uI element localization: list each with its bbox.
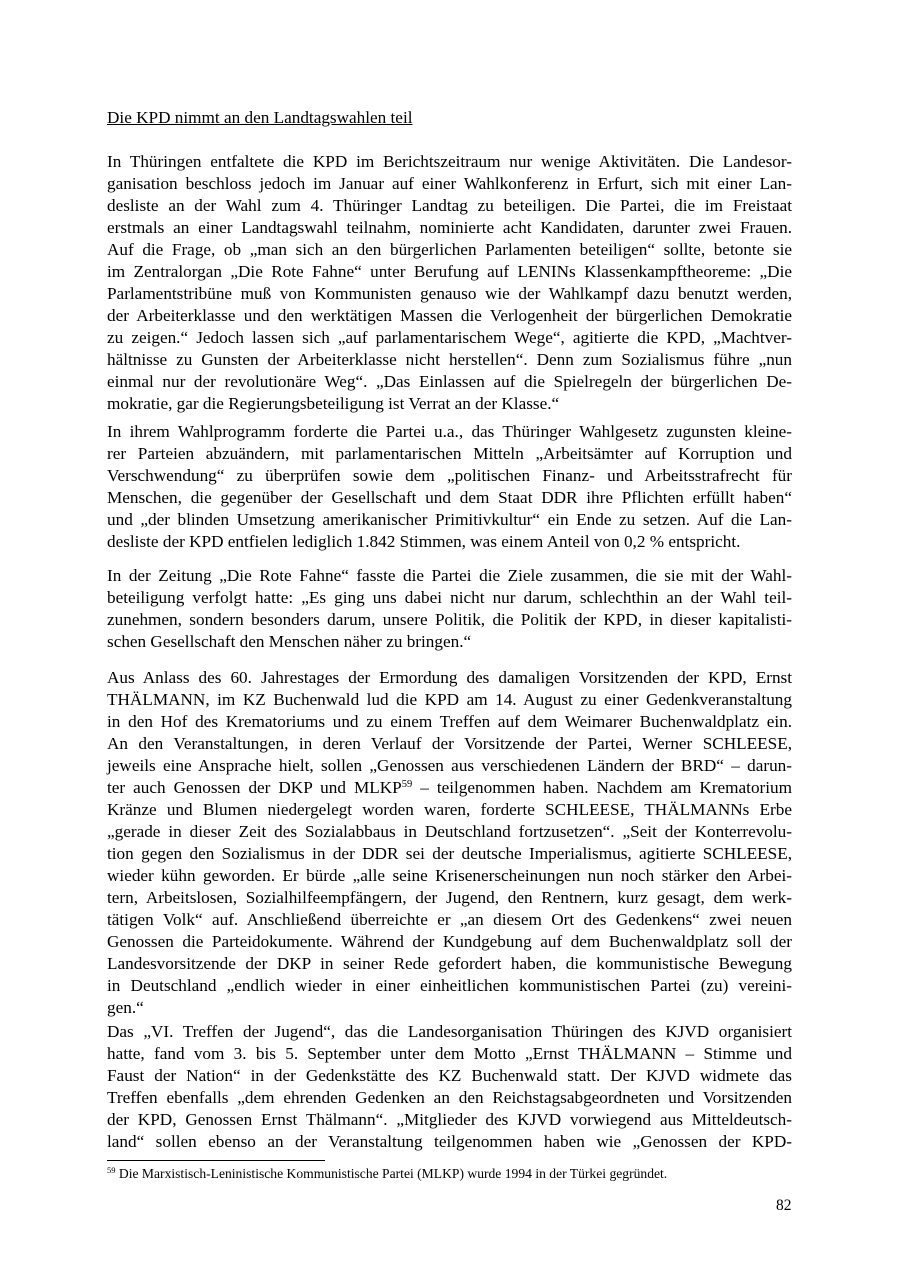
text-line: desliste an der Wahl zum 4. Thüringer Landtag zu beteiligen. Die Partei, die im Freistaat [107, 196, 792, 215]
text-line: in Deutschland „endlich wieder in einer einheitlichen kommunistischen Partei (zu) vereini- [107, 976, 792, 995]
text-segment: ter auch Genossen der DKP und MLKP [107, 778, 402, 797]
text-segment: – teilgenommen haben. Nachdem am Krematorium [412, 778, 792, 797]
footnote-reference: 59 [401, 779, 413, 790]
text-line: land“ sollen ebenso an der Veranstaltung teilgenommen haben wie „Genossen der KPD- [107, 1132, 792, 1151]
text-line: mokratie, gar die Regierungsbeteiligung ist Verrat an der Klasse.“ [107, 394, 560, 413]
footnote [107, 1165, 667, 1183]
text-line: In ihrem Wahlprogramm forderte die Partei u.a., das Thüringer Wahlgesetz zugunsten kleine- [107, 422, 792, 441]
text-line: erstmals an einer Landtagswahl teilnahm, nominierte acht Kandidaten, darunter zwei Frauen. [107, 218, 792, 237]
footnote-text: Die Marxistisch-Leninistische Kommunistische Partei (MLKP) wurde 1994 in der Türkei gegründet. [115, 1166, 668, 1181]
text-line-with-footnote [107, 777, 792, 799]
text-line: Auf die Frage, ob „man sich an den bürgerlichen Parlamenten beteiligen“ sollte, betonte sie [107, 240, 792, 259]
text-line: im Zentralorgan „Die Rote Fahne“ unter Berufung auf LENINs Klassenkampftheoreme: „Die [107, 262, 792, 281]
text-line: Menschen, die gegenüber der Gesellschaft und dem Staat DDR ihre Pflichten erfüllt haben“ [107, 488, 792, 507]
text-line: tern, Arbeitslosen, Sozialhilfeempfängern, der Jugend, den Rentnern, kurz gesagt, dem werk- [107, 888, 792, 907]
page-number: 82 [776, 1197, 792, 1214]
paragraph-2 [107, 421, 792, 553]
text-line: jeweils eine Ansprache hielt, sollen „Genossen aus verschiedenen Ländern der BRD“ – darun- [107, 756, 792, 775]
text-line: beteiligung verfolgt hatte: „Es ging uns dabei nicht nur darum, schlechthin an der Wahl teil- [107, 588, 792, 607]
paragraph-4 [107, 667, 792, 1019]
text-line: desliste der KPD entfielen lediglich 1.842 Stimmen, was einem Anteil von 0,2 % entspricht. [107, 532, 741, 551]
text-line: der Arbeiterklasse und den werktätigen Massen die Verlogenheit der bürgerlichen Demokratie [107, 306, 792, 325]
text-line: In Thüringen entfaltete die KPD im Berichtszeitraum nur wenige Aktivitäten. Die Landesor- [107, 152, 792, 171]
text-line: Das „VI. Treffen der Jugend“, das die Landesorganisation Thüringen des KJVD organisiert [107, 1022, 792, 1041]
text-line: schen Gesellschaft den Menschen näher zu bringen.“ [107, 632, 472, 651]
text-line: Kränze und Blumen niedergelegt worden waren, forderte SCHLEESE, THÄLMANNs Erbe [107, 800, 792, 819]
text-line: einmal nur der revolutionäre Weg“. „Das Einlassen auf die Spielregeln der bürgerlichen De- [107, 372, 792, 391]
text-line: Faust der Nation“ in der Gedenkstätte des KZ Buchenwald statt. Der KJVD widmete das [107, 1066, 792, 1085]
text-line: Genossen die Parteidokumente. Während der Kundgebung auf dem Buchenwaldplatz soll der [107, 932, 792, 951]
text-line: und „der blinden Umsetzung amerikanischer Primitivkultur“ ein Ende zu setzen. Auf die Lan- [107, 510, 792, 529]
footnote-separator [107, 1160, 325, 1161]
text-line: wieder kühn geworden. Er bürde „alle seine Krisenerscheinungen nun noch stärker den Arbei- [107, 866, 792, 885]
paragraph-3 [107, 565, 792, 653]
text-line: Aus Anlass des 60. Jahrestages der Ermordung des damaligen Vorsitzenden der KPD, Ernst [107, 668, 792, 687]
text-line: in den Hof des Krematoriums und zu einem Treffen auf dem Weimarer Buchenwaldplatz ein. [107, 712, 792, 731]
text-line: zu zeigen.“ Jedoch lassen sich „auf parlamentarischem Wege“, agitierte die KPD, „Machtver- [107, 328, 792, 347]
text-line: An den Veranstaltungen, in deren Verlauf der Vorsitzende der Partei, Werner SCHLEESE, [107, 734, 792, 753]
text-line: „gerade in dieser Zeit des Sozialabbaus in Deutschland fortzusetzen“. „Seit der Konterrevolu- [107, 822, 792, 841]
text-line: hatte, fand vom 3. bis 5. September unter dem Motto „Ernst THÄLMANN – Stimme und [107, 1044, 792, 1063]
section-heading: Die KPD nimmt an den Landtagswahlen teil [107, 108, 413, 127]
text-line: Verschwendung“ zu überprüfen sowie dem „politischen Finanz- und Arbeitsstrafrecht für [107, 466, 792, 485]
paragraph-5 [107, 1021, 792, 1153]
text-line: hältnisse zu Gunsten der Arbeiterklasse nicht herstellen“. Denn zum Sozialismus führe „nun [107, 350, 792, 369]
text-line: zunehmen, sondern besonders darum, unsere Politik, die Politik der KPD, in dieser kapitalisti- [107, 610, 792, 629]
text-line: Treffen ebenfalls „dem ehrenden Gedenken an den Reichstagsabgeordneten und Vorsitzenden [107, 1088, 792, 1107]
text-line: tätigen Volk“ auf. Anschließend überreichte er „an diesem Ort des Gedenkens“ zwei neuen [107, 910, 792, 929]
text-line: THÄLMANN, im KZ Buchenwald lud die KPD am 14. August zu einer Gedenkveranstaltung [107, 690, 792, 709]
text-line: Parlamentstribüne muß von Kommunisten genauso wie der Wahlkampf dazu benutzt werden, [107, 284, 792, 303]
text-line: gen.“ [107, 998, 144, 1017]
text-line: In der Zeitung „Die Rote Fahne“ fasste die Partei die Ziele zusammen, die sie mit der Wahl- [107, 566, 792, 585]
footnote-number: 59 [107, 1165, 116, 1175]
text-line: Landesvorsitzende der DKP in seiner Rede gefordert haben, die kommunistische Bewegung [107, 954, 792, 973]
text-line: ganisation beschloss jedoch im Januar auf einer Wahlkonferenz in Erfurt, sich mit einer Lan- [107, 174, 792, 193]
paragraph-1 [107, 151, 792, 415]
text-line: tion gegen den Sozialismus in der DDR sei der deutsche Imperialismus, agitierte SCHLEESE, [107, 844, 792, 863]
text-line: der KPD, Genossen Ernst Thälmann“. „Mitglieder des KJVD vorwiegend aus Mitteldeutsch- [107, 1110, 792, 1129]
text-line: rer Parteien abzuändern, mit parlamentarischen Mitteln „Arbeitsämter auf Korruption und [107, 444, 792, 463]
